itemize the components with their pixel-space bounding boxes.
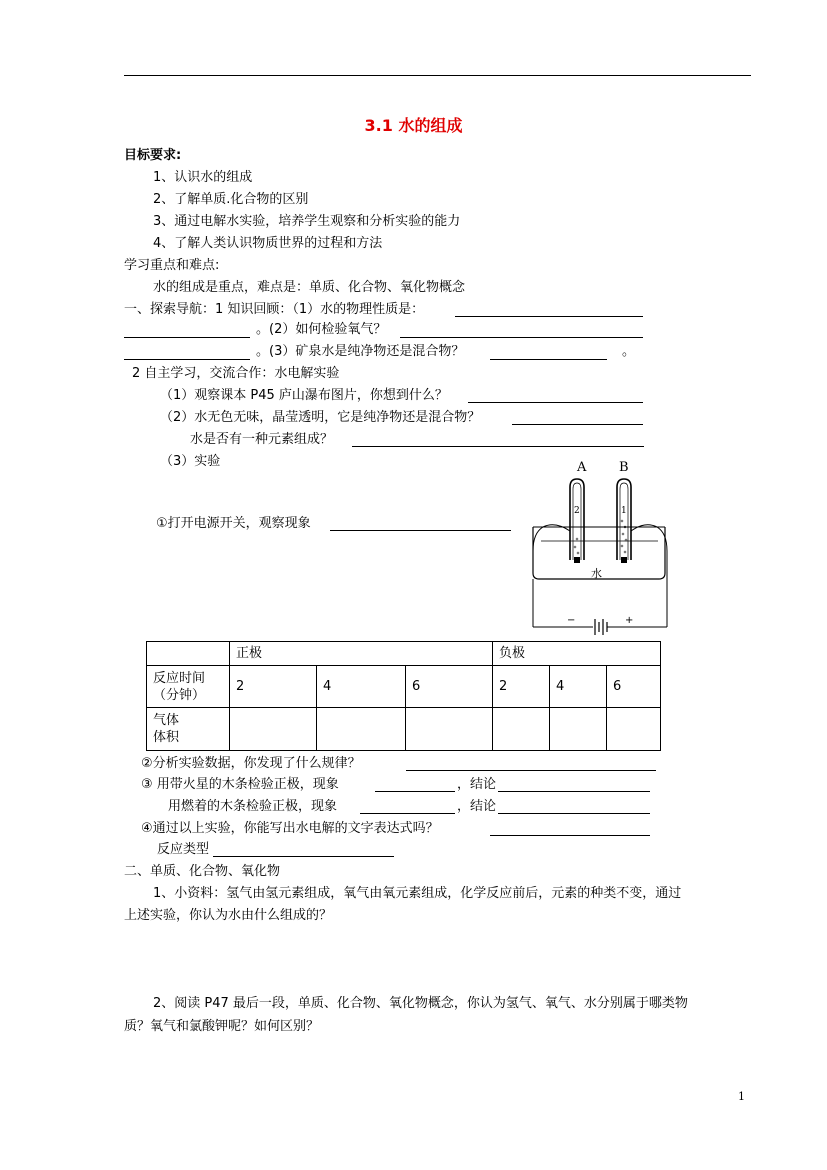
key-points-text: 水的组成是重点，难点是：单质、化合物、氧化物概念 — [153, 280, 466, 295]
gas-label: 气体 体积 — [147, 708, 230, 751]
answer-blank[interactable] — [512, 424, 643, 425]
table-cell: 6 — [406, 666, 493, 708]
answer-blank[interactable] — [490, 835, 650, 836]
question-3-end: 。 — [622, 344, 636, 359]
section1-subhead: 2 自主学习，交流合作：水电解实验 — [132, 366, 340, 381]
tube-a-mark: 2 — [574, 506, 580, 516]
tube-b — [617, 479, 631, 560]
answer-blank[interactable] — [498, 791, 650, 792]
sub-question-2: （2）水无色无味，晶莹透明，它是纯净物还是混合物？ — [160, 410, 481, 425]
answer-blank[interactable] — [360, 813, 455, 814]
electrode-b — [621, 557, 627, 563]
answer-blank[interactable] — [124, 337, 250, 338]
answer-blank[interactable] — [455, 316, 643, 317]
label-a: A — [577, 460, 587, 475]
answer-blank[interactable] — [400, 337, 643, 338]
answer-blank[interactable] — [330, 530, 511, 531]
experiment-step-1: ①打开电源开关，观察现象 — [156, 516, 311, 531]
answer-blank[interactable] — [490, 359, 607, 360]
sub-question-1: （1）观察课本 P45 庐山瀑布图片，你想到什么？ — [160, 388, 448, 403]
answer-blank[interactable] — [498, 813, 650, 814]
objective-item: 2、了解单质.化合物的区别 — [153, 192, 309, 207]
analysis-4: ④通过以上实验，你能写出水电解的文字表达式吗？ — [141, 821, 439, 836]
page-title: 3.1 水的组成 — [364, 116, 463, 135]
analysis-3: 用燃着的木条检验正极，现象 — [168, 799, 338, 814]
answer-blank[interactable] — [375, 791, 455, 792]
label-b: B — [619, 460, 629, 475]
objective-item: 1、认识水的组成 — [153, 170, 253, 185]
section1-line1: 一、探索导航：1 知识回顾：（1）水的物理性质是： — [124, 302, 425, 317]
bubbles — [574, 520, 627, 554]
table-cell: 6 — [607, 666, 661, 708]
table-cell: 2 — [493, 666, 550, 708]
experiment-table — [146, 641, 661, 751]
water-label: 水 — [591, 567, 602, 580]
table-cell: 4 — [317, 666, 406, 708]
objectives-heading: 目标要求: — [124, 148, 182, 163]
electrode-a — [574, 557, 580, 563]
table-cell: 4 — [550, 666, 607, 708]
table-input-cell[interactable] — [317, 708, 406, 751]
question-3: 。(3）矿泉水是纯净物还是混合物？ — [256, 344, 465, 359]
table-input-cell[interactable] — [230, 708, 317, 751]
section2-heading: 二、单质、化合物、氧化物 — [124, 864, 281, 879]
header-negative: 负极 — [493, 642, 661, 666]
section2-p1-line1: 1、小资料：氢气由氢元素组成，氧气由氧元素组成，化学反应前后，元素的种类不变，通过 — [153, 886, 682, 901]
table-input-cell[interactable] — [493, 708, 550, 751]
plus-sign: + — [625, 615, 634, 626]
table-input-cell[interactable] — [607, 708, 661, 751]
table-cell: 2 — [230, 666, 317, 708]
answer-blank[interactable] — [468, 402, 643, 403]
analysis-3-conclusion: ，结论 — [457, 799, 497, 814]
section2-p1-line2: 上述实验，你认为水由什么组成的？ — [124, 908, 333, 923]
section2-p2-line2: 质？氧气和氯酸钾呢？如何区别？ — [124, 1019, 320, 1034]
objective-item: 3、通过电解水实验，培养学生观察和分析实验的能力 — [153, 214, 461, 229]
minus-sign: − — [567, 615, 576, 626]
sub-question-2b: 水是否有一种元素组成？ — [190, 432, 334, 447]
analysis-2-conclusion: ，结论 — [457, 777, 497, 792]
objective-item: 4、了解人类认识物质世界的过程和方法 — [153, 236, 383, 251]
answer-blank[interactable] — [213, 856, 394, 857]
header-rule — [124, 75, 751, 76]
answer-blank[interactable] — [352, 446, 644, 447]
analysis-1: ②分析实验数据，你发现了什么规律？ — [141, 756, 361, 771]
analysis-5: 反应类型 — [157, 842, 210, 857]
section2-p2-line1: 2、阅读 P47 最后一段，单质、化合物、氧化物概念，你认为氢气、氧气、水分别属于哪类物 — [153, 996, 688, 1011]
time-label: 反应时间 （分钟） — [147, 666, 230, 708]
answer-blank[interactable] — [124, 359, 250, 360]
analysis-2: ③ 用带火星的木条检验正极，现象 — [141, 777, 339, 792]
page-number: 1 — [738, 1090, 745, 1103]
question-2: 。(2）如何检验氧气？ — [256, 322, 387, 337]
electrolysis-diagram — [525, 455, 675, 635]
answer-blank[interactable] — [406, 770, 656, 771]
tube-b-mark: 1 — [621, 506, 627, 516]
key-points-heading: 学习重点和难点: — [124, 258, 220, 273]
tube-a — [570, 479, 584, 560]
table-input-cell[interactable] — [550, 708, 607, 751]
table-input-cell[interactable] — [406, 708, 493, 751]
header-positive: 正极 — [230, 642, 493, 666]
sub-question-3: （3）实验 — [160, 454, 221, 469]
